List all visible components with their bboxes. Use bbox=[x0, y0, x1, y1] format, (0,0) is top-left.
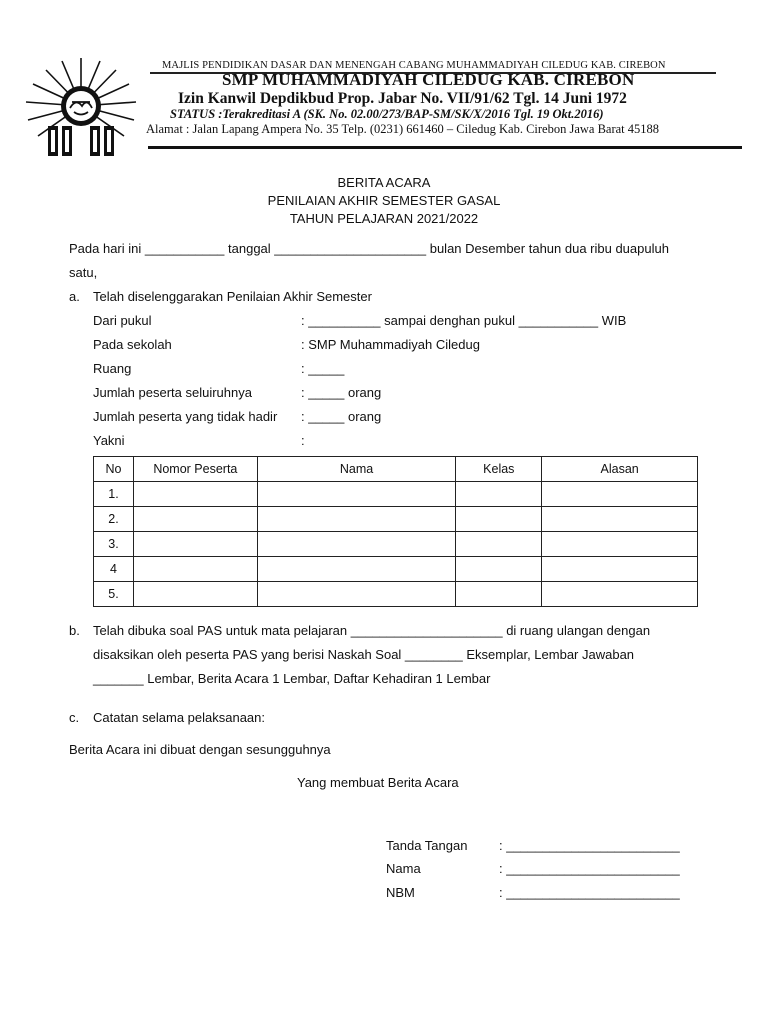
column-header-alasan: Alasan bbox=[542, 457, 698, 482]
section-c-marker: c. bbox=[69, 710, 80, 725]
row-number: 5. bbox=[94, 582, 134, 607]
organization-line: MAJLIS PENDIDIKAN DASAR DAN MENENGAH CABANG MUHAMMADIYAH CILEDUG KAB. CIREBON bbox=[162, 60, 666, 71]
school-address: Alamat : Jalan Lapang Ampera No. 35 Telp. (0231) 661460 – Ciledug Kab. Cirebon Jawa Barat 45188 bbox=[146, 122, 660, 136]
field-label-time: Dari pukul bbox=[93, 313, 152, 328]
cell-nomor-peserta bbox=[133, 557, 257, 582]
cell-alasan bbox=[542, 507, 698, 532]
cell-kelas bbox=[456, 507, 542, 532]
table-row bbox=[94, 557, 698, 582]
field-value-namely: : bbox=[301, 433, 305, 448]
field-label-absent: Jumlah peserta yang tidak hadir bbox=[93, 409, 278, 424]
nbm-label: NBM bbox=[386, 885, 415, 900]
title-line-1: BERITA ACARA bbox=[337, 175, 431, 190]
field-label-namely: Yakni bbox=[93, 433, 125, 448]
cell-kelas bbox=[456, 482, 542, 507]
column-header-no: No bbox=[94, 457, 134, 482]
cell-kelas bbox=[456, 582, 542, 607]
cell-nomor-peserta bbox=[133, 532, 257, 557]
section-b-line-3: _______ Lembar, Berita Acara 1 Lembar, Daftar Kehadiran 1 Lembar bbox=[93, 671, 491, 686]
cell-nama bbox=[257, 532, 456, 557]
cell-nama bbox=[257, 582, 456, 607]
field-label-school: Pada sekolah bbox=[93, 337, 172, 352]
permit-line: Izin Kanwil Depdikbud Prop. Jabar No. VII/91/62 Tgl. 14 Juni 1972 bbox=[178, 90, 627, 107]
bottom-divider bbox=[148, 146, 742, 149]
row-number: 2. bbox=[94, 507, 134, 532]
row-number: 1. bbox=[94, 482, 134, 507]
field-label-total: Jumlah peserta seluiruhnya bbox=[93, 385, 252, 400]
title-line-3: TAHUN PELAJARAN 2021/2022 bbox=[289, 211, 479, 226]
field-label-room: Ruang bbox=[93, 361, 132, 376]
table-row bbox=[94, 507, 698, 532]
field-value-total: : _____ orang bbox=[301, 385, 382, 400]
table-row bbox=[94, 482, 698, 507]
closing-statement: Berita Acara ini dibuat dengan sesungguhnya bbox=[69, 742, 331, 757]
absent-participants-table bbox=[93, 456, 698, 607]
cell-nama bbox=[257, 557, 456, 582]
field-value-school: : SMP Muhammadiyah Ciledug bbox=[301, 337, 480, 352]
intro-line-1: Pada hari ini ___________ tanggal _____________________ bulan Desember tahun dua ribu duapuluh bbox=[69, 241, 669, 256]
cell-alasan bbox=[542, 482, 698, 507]
section-b-line-2: disaksikan oleh peserta PAS yang berisi Naskah Soal ________ Eksemplar, Lembar Jawaban bbox=[93, 647, 635, 662]
nbm-line: : ________________________ bbox=[499, 885, 680, 900]
table-header-row bbox=[94, 457, 698, 482]
signature-label: Tanda Tangan bbox=[386, 838, 468, 853]
section-a-marker: a. bbox=[69, 289, 80, 304]
cell-nomor-peserta bbox=[133, 482, 257, 507]
title-line-2: PENILAIAN AKHIR SEMESTER GASAL bbox=[267, 193, 501, 208]
row-number: 3. bbox=[94, 532, 134, 557]
table-row bbox=[94, 532, 698, 557]
table-row bbox=[94, 582, 698, 607]
name-line: : ________________________ bbox=[499, 861, 680, 876]
column-header-nama: Nama bbox=[257, 457, 456, 482]
cell-nomor-peserta bbox=[133, 507, 257, 532]
intro-line-2: satu, bbox=[69, 265, 98, 280]
school-name: SMP MUHAMMADIYAH CILEDUG KAB. CIREBON bbox=[222, 70, 635, 89]
cell-kelas bbox=[456, 532, 542, 557]
cell-nomor-peserta bbox=[133, 582, 257, 607]
cell-kelas bbox=[456, 557, 542, 582]
field-value-absent: : _____ orang bbox=[301, 409, 382, 424]
cell-alasan bbox=[542, 532, 698, 557]
name-label: Nama bbox=[386, 861, 421, 876]
column-header-nomor-peserta: Nomor Peserta bbox=[133, 457, 257, 482]
accreditation-status: STATUS :Terakreditasi A (SK. No. 02.00/273/BAP-SM/SK/X/2016 Tgl. 19 Okt.2016) bbox=[170, 107, 604, 121]
cell-nama bbox=[257, 482, 456, 507]
muhammadiyah-sun-logo-icon bbox=[22, 56, 140, 156]
maker-label: Yang membuat Berita Acara bbox=[297, 775, 459, 790]
section-b-line-1: Telah dibuka soal PAS untuk mata pelajaran _____________________ di ruang ulangan dengan bbox=[93, 623, 651, 638]
column-header-kelas: Kelas bbox=[456, 457, 542, 482]
signature-line: : ________________________ bbox=[499, 838, 680, 853]
section-a-heading: Telah diselenggarakan Penilaian Akhir Semester bbox=[93, 289, 372, 304]
field-value-time: : __________ sampai denghan pukul ___________ WIB bbox=[301, 313, 627, 328]
section-c-text: Catatan selama pelaksanaan: bbox=[93, 710, 266, 725]
field-value-room: : _____ bbox=[301, 361, 345, 376]
cell-nama bbox=[257, 507, 456, 532]
row-number: 4 bbox=[94, 557, 134, 582]
cell-alasan bbox=[542, 557, 698, 582]
section-b-marker: b. bbox=[69, 623, 80, 638]
cell-alasan bbox=[542, 582, 698, 607]
